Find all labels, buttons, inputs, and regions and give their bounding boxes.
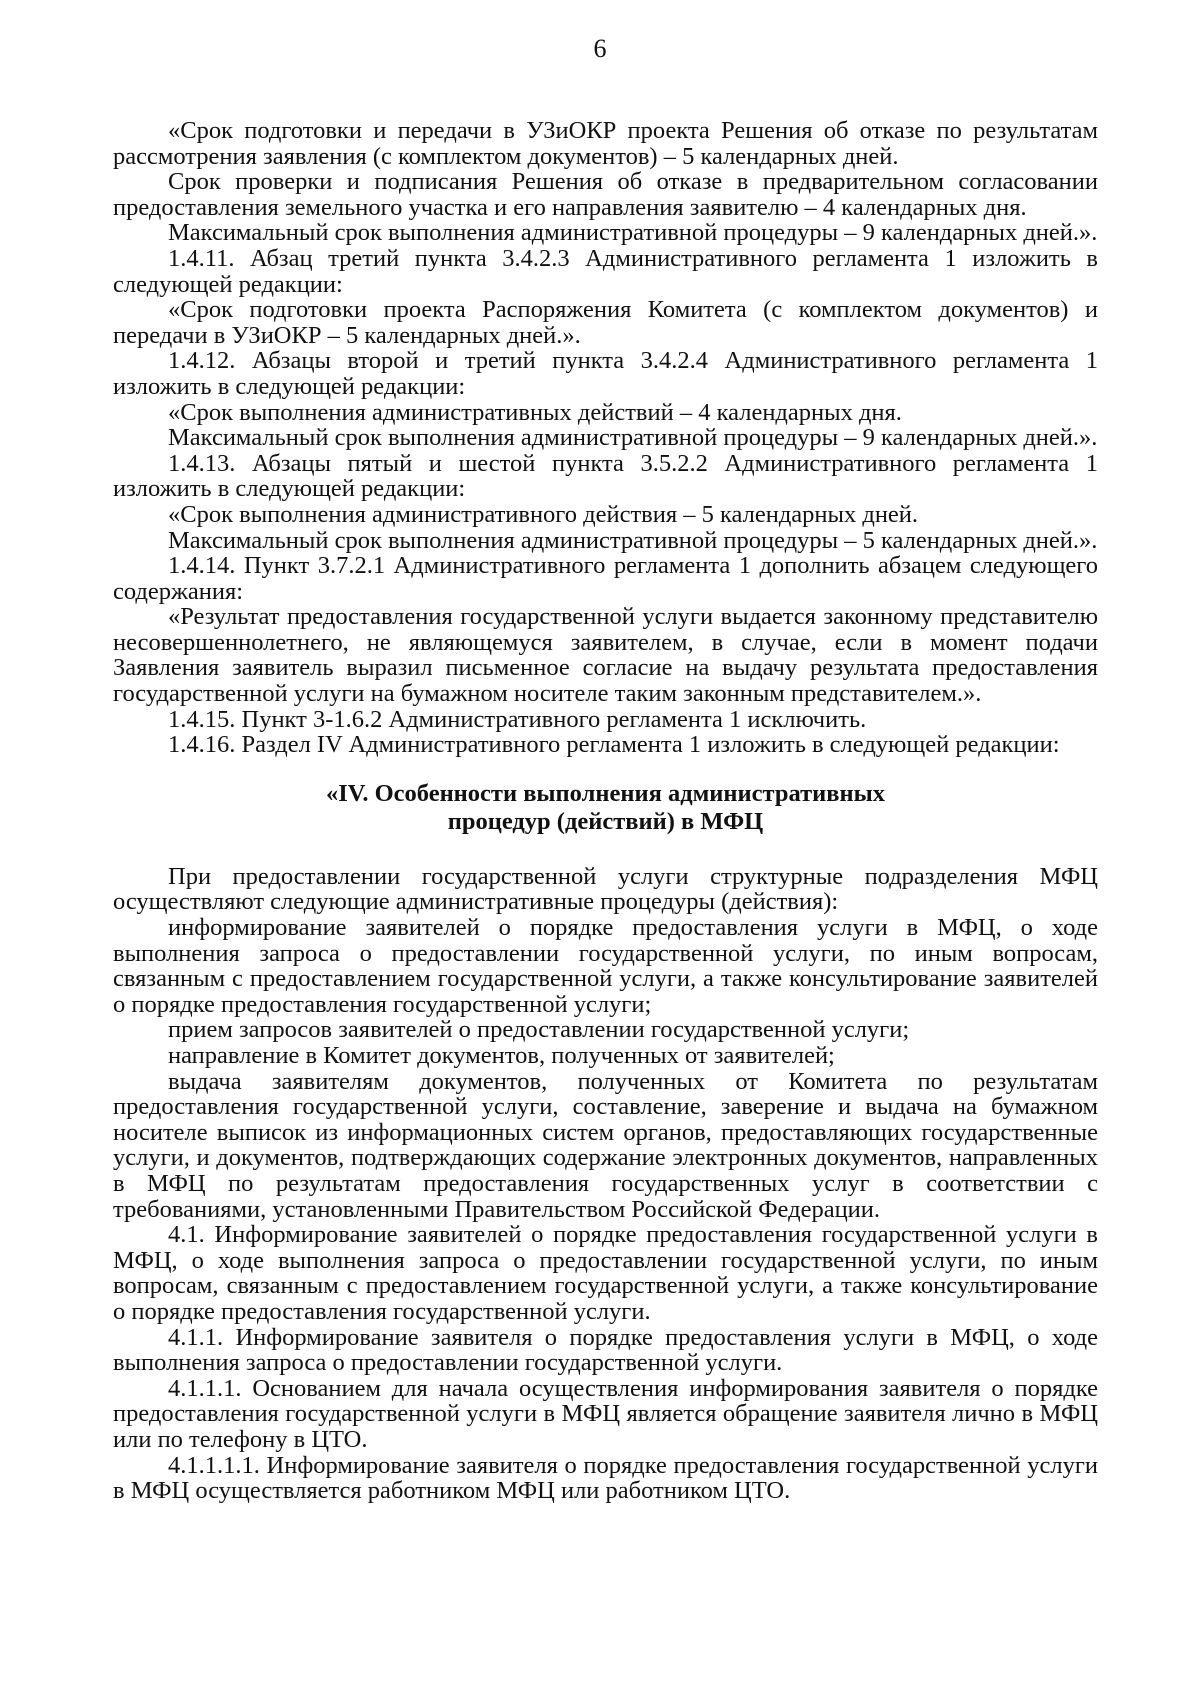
- paragraph: 4.1. Информирование заявителей о порядке предоставления государственной услуги в МФЦ, о ходе выполнения запроса о предоставлении государственной услуги, по иным вопросам, связанным с предоставлением государственной услуги, а также консультирование о порядке предоставления государственной услуги.: [113, 1221, 1098, 1325]
- page-number: 6: [593, 34, 607, 63]
- paragraph: 4.1.1.1. Основанием для начала осуществления информирования заявителя о порядке предоставления государственной услуги в МФЦ является обращение заявителя лично в МФЦ или по телефону в ЦТО.: [113, 1374, 1098, 1453]
- section-heading-line: процедур (действий) в МФЦ: [447, 807, 764, 835]
- paragraph: Максимальный срок выполнения административной процедуры – 9 календарных дней.».: [168, 424, 1098, 452]
- paragraph: Максимальный срок выполнения административной процедуры – 9 календарных дней.».: [168, 219, 1098, 247]
- document-body: [113, 118, 1098, 1504]
- paragraph: «Срок подготовки и передачи в УЗиОКР проекта Решения об отказе по результатам рассмотрения заявления (с комплектом документов) – 5 календарных дней.: [113, 117, 1098, 170]
- paragraph: 1.4.12. Абзацы второй и третий пункта 3.4.2.4 Административного регламента 1 изложить в следующей редакции:: [113, 347, 1098, 400]
- paragraph: «Результат предоставления государственной услуги выдается законному представителю несовершеннолетнего, не являющемуся заявителем, в случае, если в момент подачи Заявления заявитель выразил письменное согласие на выдачу результата предоставления государственной услуги на бумажном носителе таким законным представителем.».: [113, 603, 1098, 708]
- paragraph: 1.4.16. Раздел IV Административного регламента 1 изложить в следующей редакции:: [168, 731, 1060, 759]
- paragraph: «Срок выполнения административного действия – 5 календарных дней.: [168, 500, 919, 528]
- paragraph: выдача заявителям документов, полученных от Комитета по результатам предоставления государственной услуги, составление, заверение и выдача на бумажном носителе выписок из информационных систем органов, предоставляющих государственные услуги, и документов, подтверждающих содержание электронных документов, направленных в МФЦ по результатам предоставления государственных услуг в соответствии с требованиями, установленными Правительством Российской Федерации.: [113, 1067, 1098, 1223]
- paragraph: Срок проверки и подписания Решения об отказе в предварительном согласовании предоставления земельного участка и его направления заявителю – 4 календарных дня.: [113, 168, 1098, 221]
- paragraph: направление в Комитет документов, полученных от заявителей;: [168, 1042, 835, 1069]
- paragraph: 1.4.14. Пункт 3.7.2.1 Административного регламента 1 дополнить абзацем следующего содержания:: [113, 552, 1098, 605]
- paragraph: прием запросов заявителей о предоставлении государственной услуги;: [168, 1016, 910, 1044]
- paragraph: 4.1.1.1.1. Информирование заявителя о порядке предоставления государственной услуги в МФЦ осуществляется работником МФЦ или работником ЦТО.: [113, 1451, 1098, 1505]
- paragraph: 1.4.15. Пункт 3-1.6.2 Административного регламента 1 исключить.: [168, 705, 867, 733]
- paragraph: «Срок выполнения административных действий – 4 календарных дня.: [168, 398, 902, 426]
- section-heading-line: «IV. Особенности выполнения административных: [326, 779, 885, 807]
- paragraph: «Срок подготовки проекта Распоряжения Комитета (с комплектом документов) и передачи в УЗиОКР – 5 календарных дней.».: [113, 296, 1098, 349]
- paragraph: информирование заявителей о порядке предоставления услуги в МФЦ, о ходе выполнения запроса о предоставлении государственной услуги, по иным вопросам, связанным с предоставлением государственной услуги, а также консультирование заявителей о порядке предоставления государственной услуги;: [113, 914, 1098, 1018]
- paragraph: Максимальный срок выполнения административной процедуры – 5 календарных дней.».: [168, 526, 1098, 554]
- paragraph: 4.1.1. Информирование заявителя о порядке предоставления услуги в МФЦ, о ходе выполнения запроса о предоставлении государственной услуги.: [113, 1323, 1098, 1377]
- paragraph: 1.4.13. Абзацы пятый и шестой пункта 3.5.2.2 Административного регламента 1 изложить в следующей редакции:: [113, 449, 1098, 503]
- paragraph: При предоставлении государственной услуги структурные подразделения МФЦ осуществляют следующие административные процедуры (действия):: [113, 862, 1098, 916]
- section-heading: [113, 780, 1098, 836]
- paragraph: 1.4.11. Абзац третий пункта 3.4.2.3 Административного регламента 1 изложить в следующей редакции:: [113, 244, 1098, 298]
